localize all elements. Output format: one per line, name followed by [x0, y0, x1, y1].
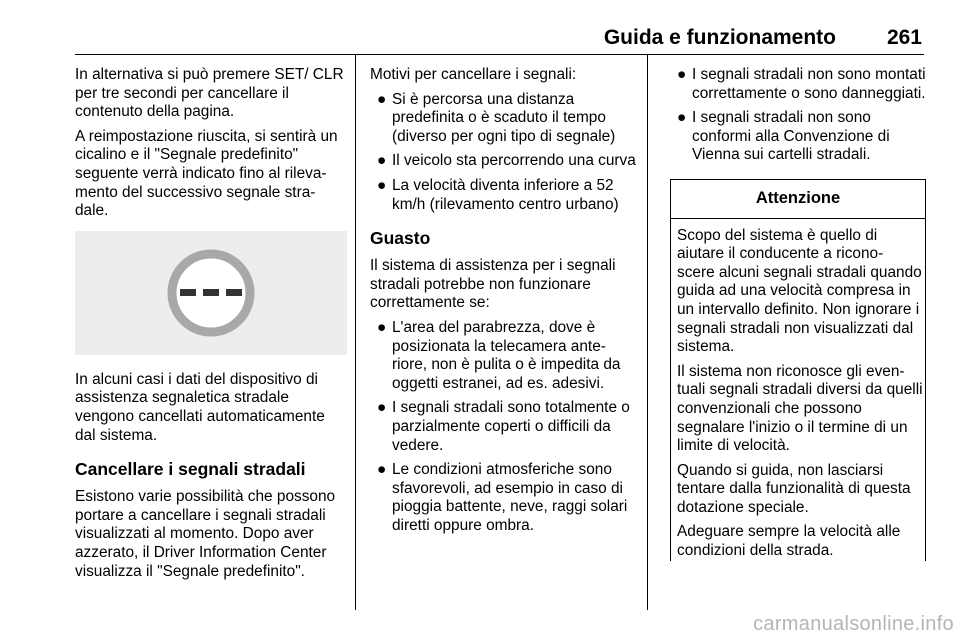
- bullet-icon: ●: [377, 176, 387, 194]
- reasons-list: [370, 91, 636, 215]
- faults-list-continued: [670, 66, 926, 165]
- warning-paragraph: Quando si guida, non lasciarsi tentare dalla funzionalità di questa dotazione speciale.: [677, 461, 911, 516]
- bullet-icon: ●: [677, 109, 687, 127]
- warning-body: [671, 219, 925, 561]
- fault-intro: Il sistema di assistenza per i segnali stradali potrebbe non funzionare correttamente se:: [370, 257, 616, 312]
- paragraph-set-clr: In alternativa si può premere SET/ CLR per tre secondi per cancellare il contenuto della pagina.: [75, 66, 344, 121]
- bullet-icon: ●: [377, 318, 387, 336]
- paragraph-reset-confirm: A reimpostazione riuscita, si sentirà un cicalino e il "Segnale predefinito" seguente verrà indicato fino al rileva- mento del successivo segnale stra- dale.: [75, 127, 338, 220]
- list-item: ● La velocità diventa inferiore a 52 km/h (rilevamento centro urbano): [377, 176, 619, 213]
- paragraph-clear-possibilities: Esistono varie possibilità che possono portare a cancellare i segnali stradali visualizzati al momento. Dopo aver azzerato, il Driver Information Center visualizza il "Segnale predefinito".: [75, 488, 336, 580]
- column-divider-left: [355, 54, 356, 610]
- warning-paragraph: Adeguare sempre la velocità alle condizioni della strada.: [677, 523, 901, 560]
- list-item: ● Il veicolo sta percorrendo una curva: [377, 152, 636, 170]
- cleared-sign-icon: [165, 247, 257, 339]
- reasons-intro: Motivi per cancellare i segnali:: [370, 66, 577, 83]
- sign-figure: [75, 231, 347, 355]
- section-title: Guida e funzionamento: [603, 26, 836, 49]
- page-number: 261: [886, 26, 922, 49]
- watermark: carmanualsonline.info: [753, 613, 954, 635]
- heading-clear-signs: Cancellare i segnali stradali: [75, 459, 306, 480]
- bullet-icon: ●: [377, 90, 387, 108]
- warning-paragraph: Scopo del sistema è quello di aiutare il conducente a ricono- scere alcuni segnali stradali quando guida ad una velocità compresa in un intervallo definito. Non ignorare i segnali stradali non visualizzati dal sistema.: [677, 226, 922, 356]
- heading-fault: Guasto: [370, 228, 431, 249]
- bullet-icon: ●: [377, 152, 387, 170]
- list-item: ● Si è percorsa una distanza predefinita o è scaduto il tempo (diverso per ogni tipo di segnale): [377, 90, 616, 145]
- warning-paragraph: Il sistema non riconosce gli even- tuali segnali stradali diversi da quelli convenzionali che possono segnalare l'inizio o il termine di un limite di velocità.: [677, 362, 923, 455]
- warning-box: [670, 179, 926, 561]
- list-item: ● I segnali stradali sono totalmente o parzialmente coperti o difficili da vedere.: [377, 399, 630, 454]
- list-item: ● Le condizioni atmosferiche sono sfavorevoli, ad esempio in caso di pioggia battente, neve, raggi solari diretti oppure ombra.: [377, 461, 628, 534]
- column-left: [75, 66, 347, 587]
- column-middle: [370, 66, 636, 541]
- warning-title: Attenzione: [671, 180, 925, 219]
- list-item: ● I segnali stradali non sono conformi alla Convenzione di Vienna sui cartelli stradali.: [677, 109, 890, 164]
- column-right: [670, 66, 926, 567]
- page-header: [75, 26, 924, 55]
- bullet-icon: ●: [677, 66, 687, 83]
- list-item: ● L'area del parabrezza, dove è posizionata la telecamera ante- riore, non è pulita o è impedita da oggetti estranei, ad es. adesivi.: [377, 318, 621, 392]
- list-item: ● I segnali stradali non sono montati correttamente o sono danneggiati.: [677, 66, 926, 102]
- bullet-icon: ●: [377, 399, 387, 417]
- faults-list: [370, 319, 636, 536]
- bullet-icon: ●: [377, 461, 387, 479]
- column-divider-right: [647, 54, 648, 610]
- paragraph-auto-clear: In alcuni casi i dati del dispositivo di assistenza segnaletica stradale vengono cancellati automaticamente dal sistema.: [75, 370, 325, 444]
